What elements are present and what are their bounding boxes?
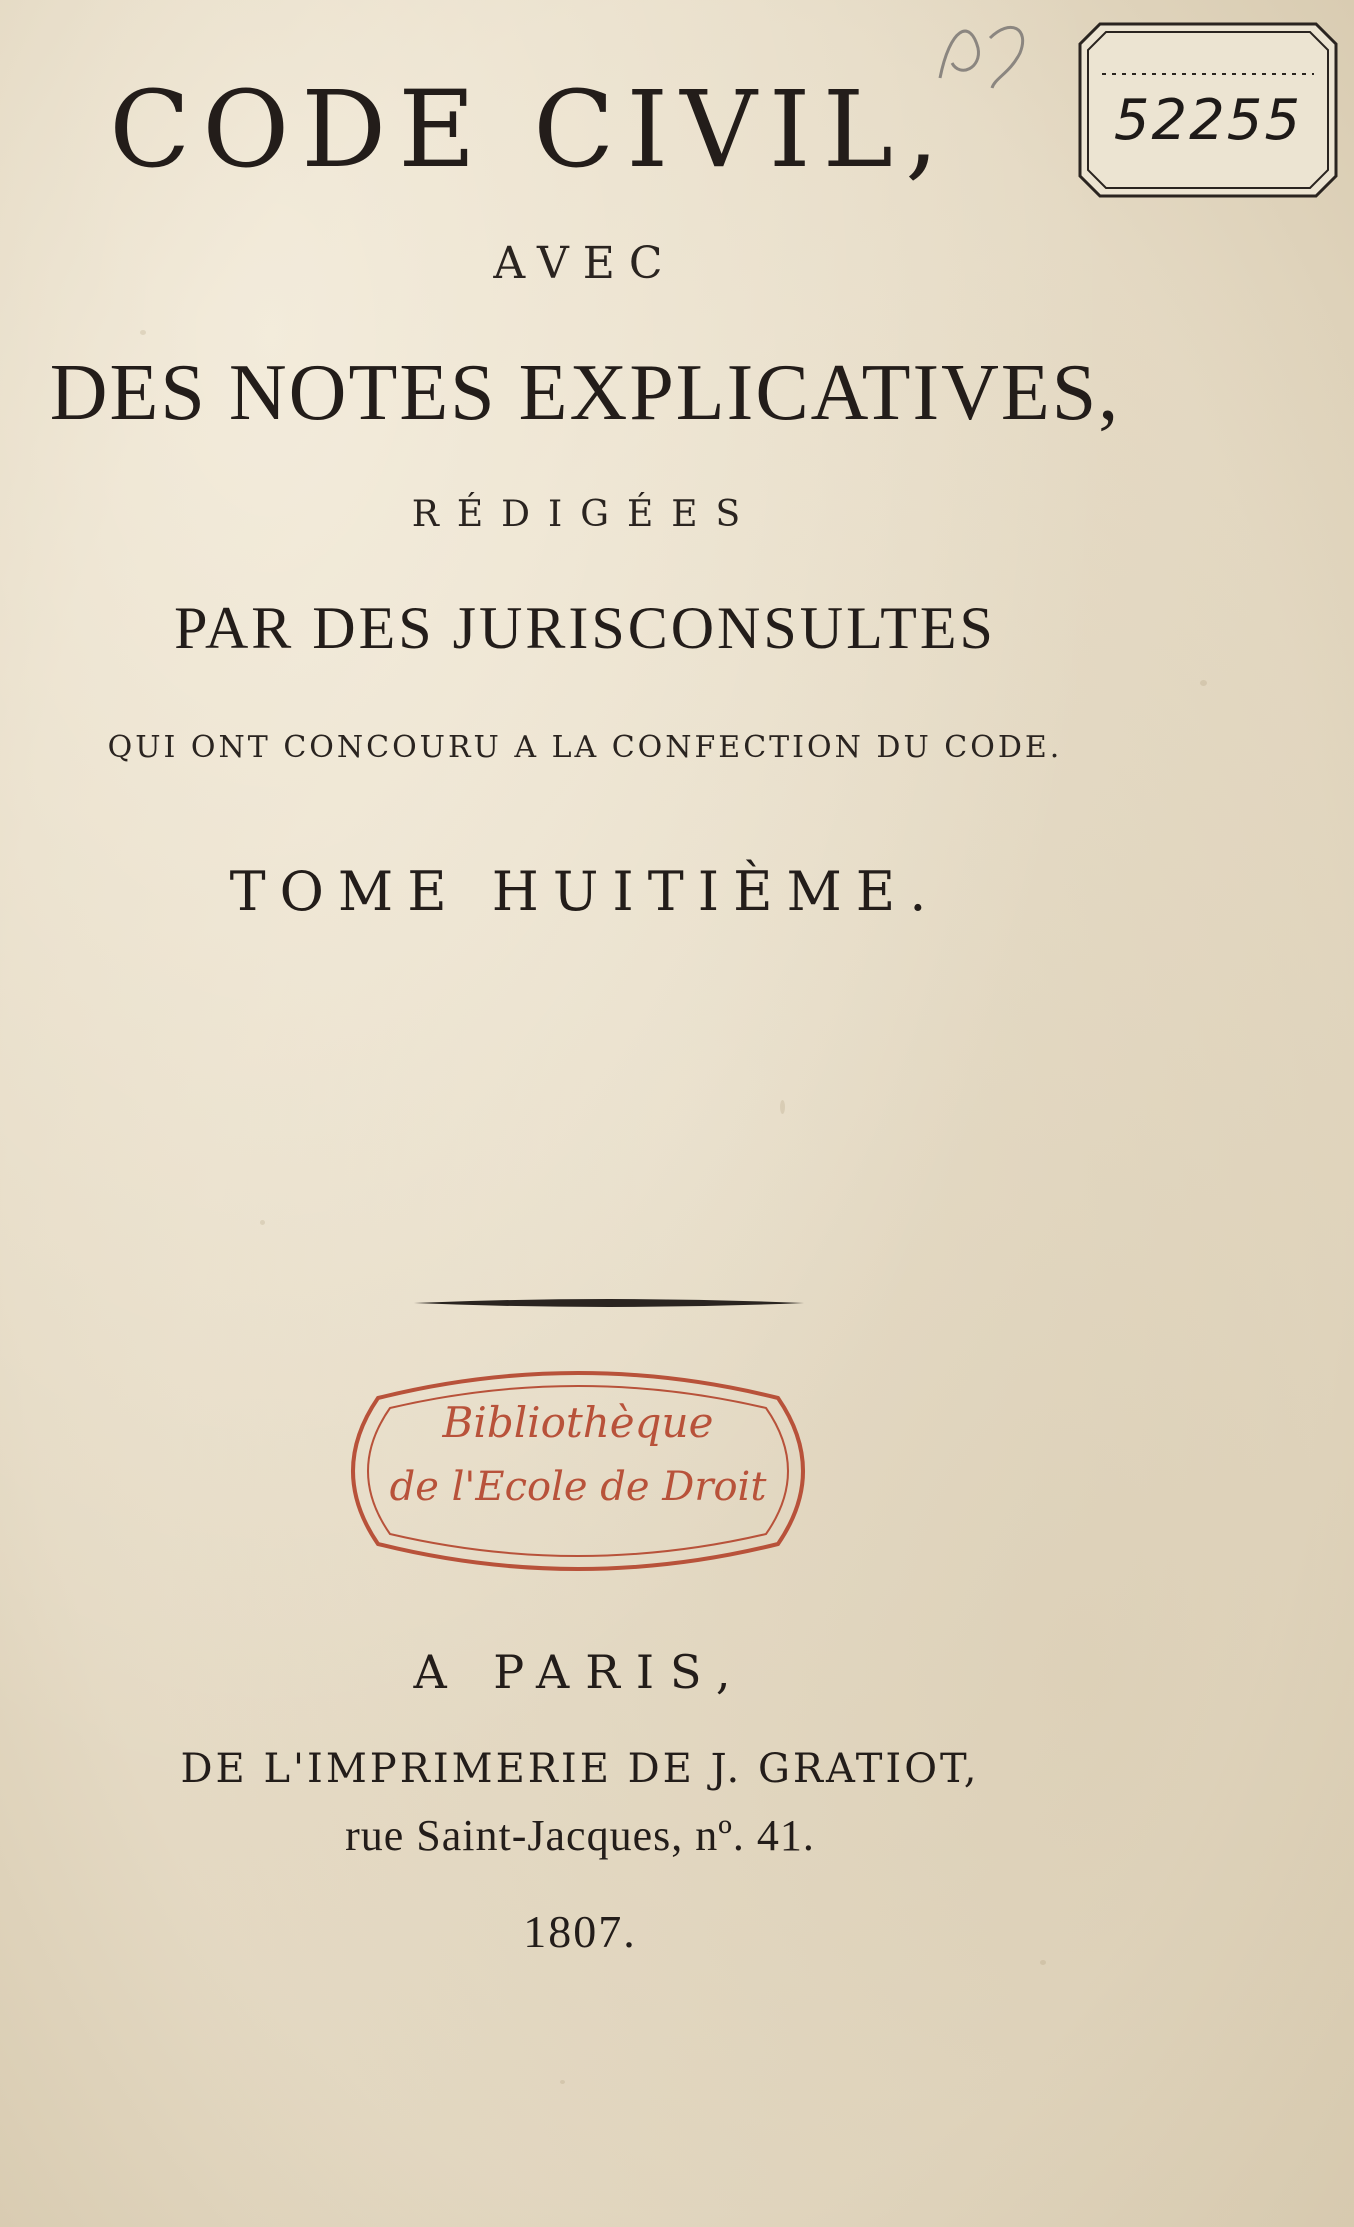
volume-number: TOME HUITIÈME. bbox=[229, 860, 941, 923]
book-subtitle: DES NOTES EXPLICATIVES, bbox=[49, 349, 1121, 437]
title-authors-detail: QUI ONT CONCOURU A LA CONFECTION DU CODE. bbox=[107, 730, 1063, 765]
foxing-spot bbox=[1040, 1960, 1046, 1965]
foxing-spot bbox=[140, 330, 146, 335]
imprint-printer: DE L'IMPRIMERIE DE J. GRATIOT, bbox=[180, 1746, 980, 1792]
imprint-city: A PARIS, bbox=[413, 1645, 747, 1699]
stamp-line-2: de l'Ecole de Droit bbox=[389, 1464, 767, 1510]
foxing-spot bbox=[780, 1100, 785, 1114]
title-authors: PAR DES JURISCONSULTES bbox=[174, 595, 996, 661]
foxing-spot bbox=[560, 2080, 565, 2084]
shelf-number: 52255 bbox=[1113, 88, 1303, 153]
title-avec: AVEC bbox=[493, 238, 677, 289]
stamp-line-1: Bibliothèque bbox=[442, 1398, 714, 1447]
imprint-address: rue Saint-Jacques, nº. 41. bbox=[345, 1811, 815, 1860]
imprint-year: 1807. bbox=[523, 1906, 637, 1957]
ornamental-rule bbox=[414, 1296, 804, 1310]
foxing-spot bbox=[260, 1220, 265, 1225]
title-redigees: RÉDIGÉES bbox=[411, 494, 759, 535]
book-title: CODE CIVIL, bbox=[109, 68, 951, 191]
foxing-spot bbox=[1200, 680, 1207, 686]
